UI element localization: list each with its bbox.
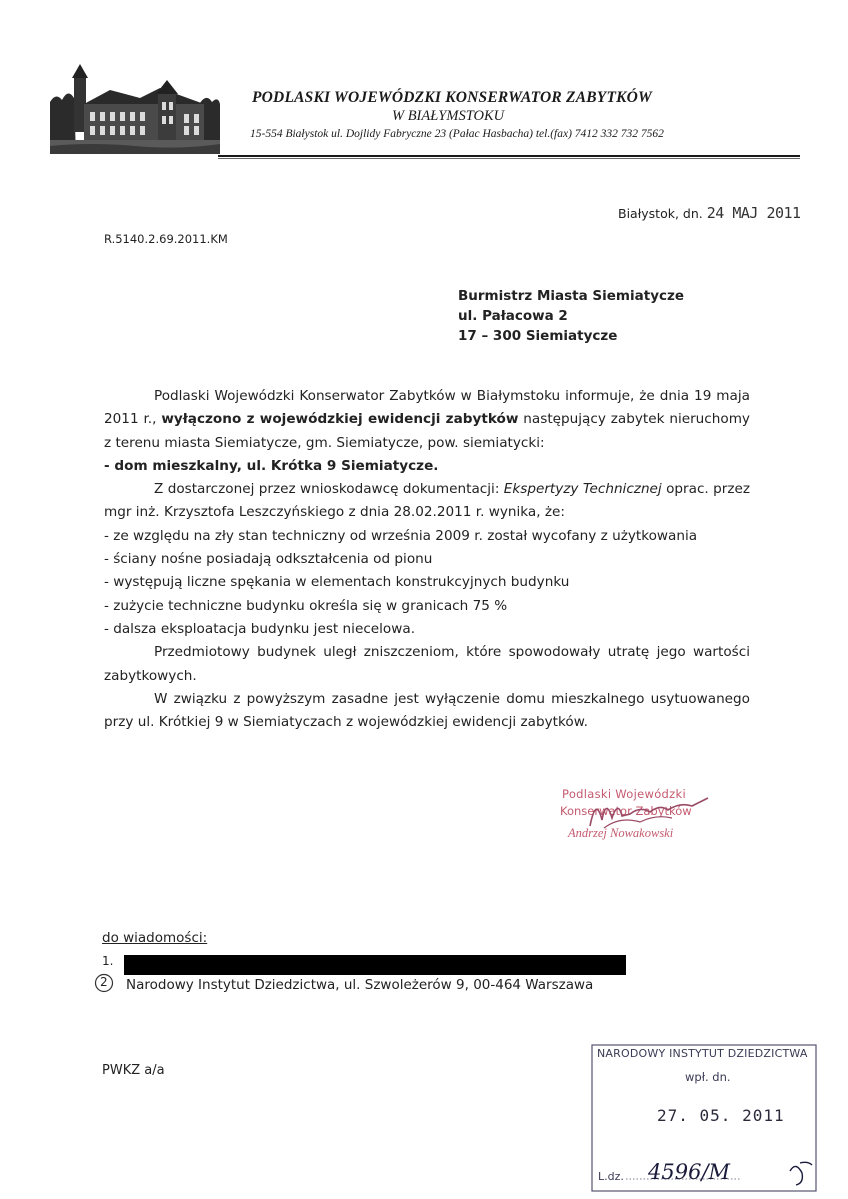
organization-name: PODLASKI WOJEWÓDZKI KONSERWATOR ZABYTKÓW [252,89,653,106]
redaction-bar [124,955,626,975]
paragraph-2-text-c: oprac. przez mgr inż. Krzysztofa Leszczyńskiego z dnia 28.02.2011 r. wynika, że: [104,481,750,521]
paragraph-3: Przedmiotowy budynek uległ zniszczeniom, które spowodowały utratę jego wartości zabytkowych. [104,644,750,684]
stamp-line-1: Podlaski Wojewódzki [562,787,686,801]
recipient-line-2: ul. Pałacowa 2 [458,308,568,324]
paragraph-4: W związku z powyższym zasadne jest wyłączenie domu mieszkalnego usytuowanego przy ul. Krótkiej 9 w Siemiatyczach z wojewódzkiej ewidencji zabytków. [104,690,750,731]
organization-city: W BIAŁYMSTOKU [392,108,505,124]
signature-scribble-icon [560,786,720,852]
paragraph-2-italic: Ekspertyzy Technicznej [503,481,662,498]
footer-note: PWKZ a/a [102,1063,165,1078]
monument-item: - dom mieszkalny, ul. Krótka 9 Siemiatycze. [104,457,439,474]
paragraph-2 [104,478,750,525]
list-item: - występują liczne spękania w elementach konstrukcyjnych budynku [104,574,570,591]
received-stamp-label: wpł. dn. [685,1070,731,1084]
list-item: - zużycie techniczne budynku określa się w granicach 75 % [104,597,508,614]
letterhead-divider [218,155,800,157]
recipient-line-1: Burmistrz Miasta Siemiatycze [458,288,685,304]
recipient-line-3: 17 – 300 Siemiatycze [458,328,618,344]
date-handwritten: 24 MAJ 2011 [706,204,801,222]
list-item: - ściany nośne posiadają odkształcenia od pionu [104,551,433,568]
paragraph-1-text-c: następujący zabytek nieruchomy z terenu miasta Siemiatycze, gm. Siemiatycze, pow. siemiatycki: [104,411,750,451]
paragraph-2-text-a: Z dostarczonej przez wnioskodawcę dokumentacji: [154,481,504,498]
document-date [618,204,801,222]
palace-logo-icon [50,62,220,154]
list-item: - ze względu na zły stan techniczny od września 2009 r. został wycofany z użytkowania [104,527,698,544]
letterhead-divider-thin [218,158,800,159]
recipient-address [458,286,684,346]
distribution-number-2-text: 2 [100,975,108,989]
received-stamp-ldz-value: 4596/M [648,1160,731,1184]
paragraph-1 [104,385,750,455]
reference-number: R.5140.2.69.2011.KM [104,232,228,246]
received-stamp-date: 27. 05. 2011 [657,1106,785,1125]
organization-address: 15-554 Białystok ul. Dojlidy Fabryczne 23 (Pałac Hasbacha) tel.(fax) 7412 332 732 7562 [250,128,664,140]
received-stamp-ldz-label: L.dz. [598,1170,624,1183]
list-item: - dalsza eksploatacja budynku jest niecelowa. [104,620,416,637]
received-stamp-institution: NARODOWY INSTYTUT DZIEDZICTWA [597,1047,808,1060]
distribution-number-1: 1. [102,954,114,968]
date-prefix: Białystok, dn. [618,206,703,221]
letter-body [104,385,750,734]
paragraph-1-bold: wyłączono z wojewódzkiej ewidencji zabytków [161,411,519,428]
distribution-number-2 [94,973,114,993]
stamp-name: Andrzej Nowakowski [568,826,674,840]
stamp-line-2: Konserwator Zabytków [560,804,692,818]
distribution-heading: do wiadomości: [102,930,208,946]
paragraph-1-text-a: Podlaski Wojewódzki Konserwator Zabytków w Białymstoku informuje, że dnia 19 maja 2011 r., [104,388,750,428]
paragraph-1-item [104,455,750,478]
distribution-item-2: Narodowy Instytut Dziedzictwa, ul. Szwoleżerów 9, 00-464 Warszawa [126,977,594,993]
